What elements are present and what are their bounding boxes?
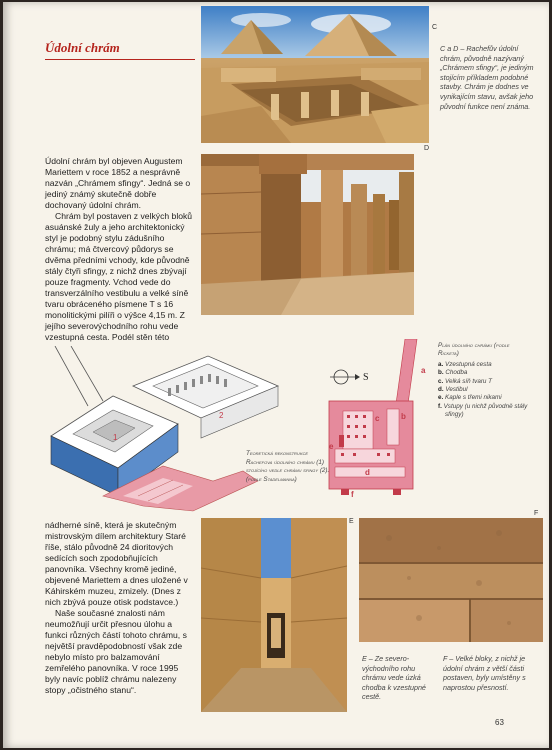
page-number: 63 <box>495 718 504 727</box>
legend-letter: b. <box>438 369 444 377</box>
paragraph-3: nádherné síně, která je skutečným mistrovským dílem architektury Staré říše, stálo původně 24 dioritových sedících soch zpodobňujících panovníka. Všechny kromě jediné, objevené Mariettem a dnes uložené v Káhirském muzeu, zmizely. (Dnes z nich zbývá pouze otisk podstavce.) <box>45 520 188 607</box>
paragraph-2: Chrám byl postaven z velkých bloků asuánské žuly a jeho architektonický styl je podobný stylu zádušního chrámu; má čtvercový půdorys se dvěma předními vchody, kde původně stály čtyři sfingy, z nichž dnes zbývají pouze fragmenty. Vchod vede do transverzálního vestibulu a velké síně tvaru obráceného písmene T s 16 monolitickými pilíři o výšce 4,15 m. Z jejího severovýchodního rohu vede vzestupná cesta. Podél stěn této <box>45 211 193 342</box>
legend-letter: c. <box>438 377 444 385</box>
plan-legend-item <box>438 378 530 386</box>
legend-text: Vestibul <box>445 386 468 394</box>
legend-letter: d. <box>438 386 444 394</box>
legend-text: Kaple s třemi nikami <box>445 394 502 402</box>
photo-f-granite-blocks <box>359 518 543 642</box>
body-text-column-2 <box>45 520 195 696</box>
reconstruction-caption: Teoretická rekonstrukce Rachefova údolního chrámu (1) stojícího vedle chrámu sfingy (2). (podle Stadelmanna) <box>246 450 330 483</box>
plan-legend-item <box>438 369 530 377</box>
book-page <box>3 2 549 748</box>
compass-icon <box>330 370 360 384</box>
paragraph-4: Naše současné znalosti nám neumožňují určit přesnou úlohu a funkci různých částí tohoto chrámu, s největší pravděpodobností však zde nebylo místo pro balzamování zemřelého panovníka. V roce 1995 byly navíc poblíž chrámu nalezeny stopy „očistného stanu“. <box>45 608 187 695</box>
photo-d-label: D <box>424 145 430 152</box>
plan-legend-title: Plán údolního chrámu (podle Ricketa) <box>438 342 510 358</box>
caption-cd: C a D – Rachefův údolní chrám, původně nazývaný „Chrámem sfingy“, je jediným stojícím příkladem podobné stavby. Chrám je dodnes ve vynikajícím stavu, avšak jeho původní funkce není známa. <box>440 44 534 111</box>
compass-north-label: S <box>363 372 369 383</box>
marker-1: 1 <box>113 433 118 442</box>
plan-legend-list <box>438 361 530 420</box>
plan-legend-item <box>438 361 530 369</box>
plan-marker-e: e <box>329 442 334 451</box>
caption-e: E – Ze severo-východního rohu chrámu vede úzká chodba k vzestupné cestě. <box>362 654 426 702</box>
plan-marker-b: b <box>401 412 406 421</box>
marker-2: 2 <box>219 411 224 420</box>
legend-letter: e. <box>438 394 444 402</box>
plan-marker-c: c <box>375 414 380 423</box>
plan-marker-a: a <box>421 366 426 375</box>
paragraph-1: Údolní chrám byl objeven Augustem Mariettem v roce 1852 a nesprávně nazván „Chrámem sfingy“. Jedná se o jediný známý skutečně dobře dochovaný údolní chrám. <box>45 156 191 210</box>
legend-text: Chodba <box>445 369 468 377</box>
photo-d-pillared-hall <box>201 154 414 315</box>
photo-e-label: E <box>349 518 354 525</box>
temple-floor-plan <box>325 339 437 499</box>
page-title: Údolní chrám <box>45 40 195 60</box>
plan-marker-f: f <box>351 490 354 499</box>
plan-legend-item <box>438 394 530 402</box>
legend-letter: f. <box>438 402 442 410</box>
body-text-column-1 <box>45 156 193 343</box>
caption-f: F – Velké bloky, z nichž je údolní chrám z větší části postaven, byly umístěny s naprostou přesností. <box>443 654 526 692</box>
legend-text: Velká síň tvaru T <box>445 377 493 385</box>
photo-c-label: C <box>432 24 438 31</box>
reconstruction-diagram <box>43 346 303 516</box>
legend-letter: a. <box>438 360 444 368</box>
plan-marker-d: d <box>365 468 370 477</box>
photo-f-label: F <box>534 510 539 517</box>
plan-legend-item <box>438 403 530 420</box>
photo-c-temple-with-pyramids <box>201 6 429 143</box>
legend-text: Vstupy (u nichž původně stály sfingy) <box>443 402 528 419</box>
legend-text: Vzestupná cesta <box>445 360 492 368</box>
photo-e-corridor <box>201 518 347 712</box>
plan-legend <box>438 342 530 420</box>
plan-legend-item <box>438 386 530 394</box>
